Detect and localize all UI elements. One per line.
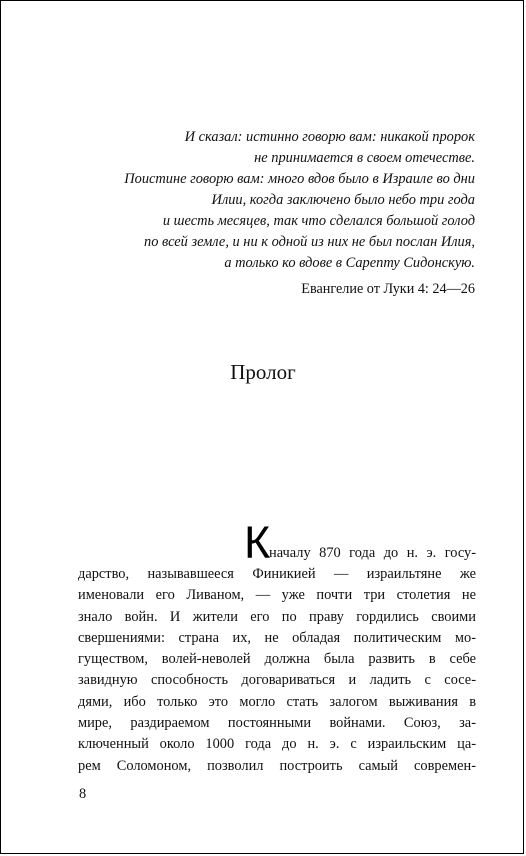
body-line: мире, раздираемом постоянными войнами. Союз, за- (78, 715, 476, 732)
epigraph-line: и шесть месяцев, так что сделался большой голод (162, 213, 475, 229)
epigraph-line: не принимается в своем отечестве. (254, 150, 475, 166)
body-line: завидную способность договариваться и ладить с сосе- (78, 672, 476, 689)
drop-cap: К (244, 517, 271, 568)
epigraph-source: Евангелие от Луки 4: 24—26 (301, 281, 475, 297)
body-line: знало войн. И жители его по праву гордились своими (78, 608, 476, 625)
epigraph-line: Илии, когда заключено было небо три года (211, 192, 475, 208)
epigraph (55, 127, 475, 274)
body-line: гуществом, волей-неволей должна была развить в себе (78, 651, 476, 668)
body-line: дарство, называвшееся Финикией — израильтяне же (78, 566, 476, 582)
epigraph-line: И сказал: истинно говорю вам: никакой пророк (184, 129, 475, 145)
body-line: дями, ибо только это могло стать залогом выживания в (78, 693, 476, 710)
body-line: именовали его Ливаном, — уже почти три столетия не (78, 587, 476, 604)
body-line: рем Соломоном, позволил построить самый современ- (78, 757, 476, 774)
body-line: свершениями: страна их, не обладая политическим мо- (78, 629, 476, 646)
first-row (78, 517, 476, 568)
page-number: 8 (79, 786, 87, 802)
epigraph-line: Поистине говорю вам: много вдов было в Израиле во дни (124, 171, 475, 187)
body-text (78, 517, 476, 777)
chapter-title: Пролог (230, 360, 296, 384)
epigraph-line: а только ко вдове в Сарепту Сидонскую. (224, 255, 475, 271)
body-line: ключенный около 1000 года до н. э. с израильским ца- (78, 736, 476, 753)
body-line: началу 870 года до н. э. госу- (269, 545, 476, 561)
epigraph-line: по всей земле, и ни к одной из них не был послан Илия, (144, 234, 475, 250)
